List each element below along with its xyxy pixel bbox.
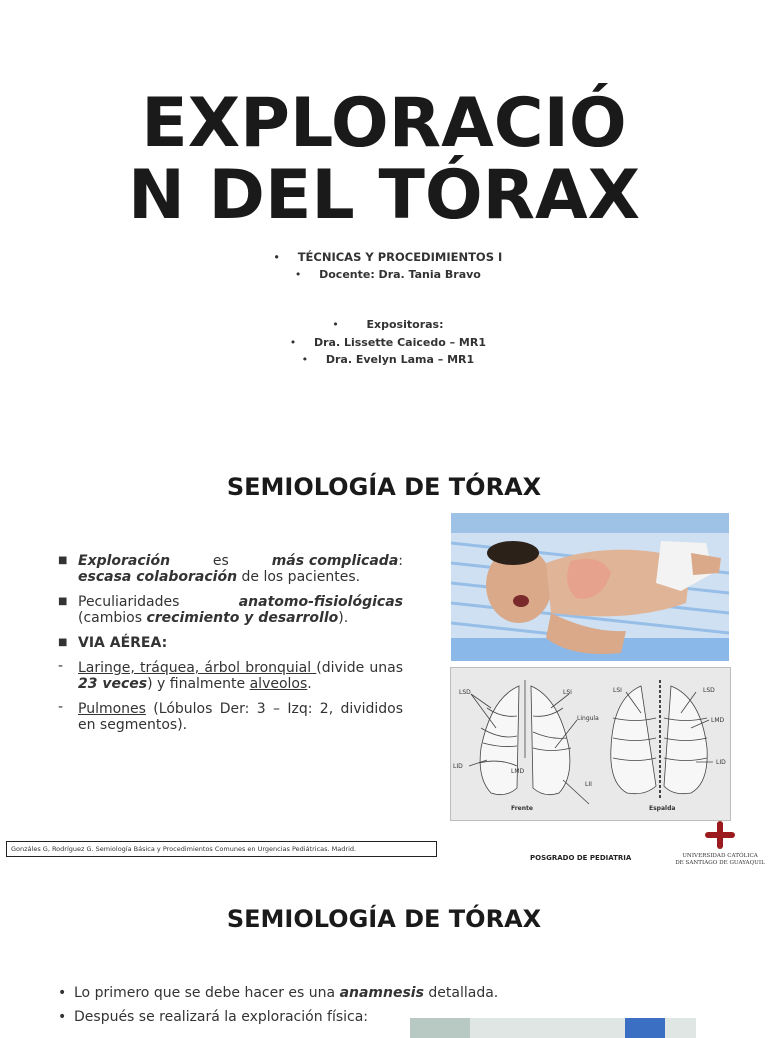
title-slide — [0, 0, 768, 440]
semiology-slide-2 — [0, 870, 768, 1024]
list-item: ■ Peculiaridades anatomo-fisiológicas (cambios crecimiento y desarrollo). — [58, 594, 403, 626]
teacher-name: Docente: Dra. Tania Bravo — [319, 268, 481, 281]
teacher-line: • Docente: Dra. Tania Bravo — [294, 268, 481, 281]
square-bullet-icon: ■ — [58, 637, 68, 648]
list-item: - Laringe, tráquea, árbol bronquial (divide unas 23 veces) y finalmente alveolos. — [58, 658, 403, 692]
presenters-label: Expositoras: — [366, 318, 444, 331]
list-item: • Después se realizará la exploración física: — [58, 1009, 369, 1025]
presenter1-name: Dra. Lissette Caicedo – MR1 — [313, 336, 487, 349]
university-logo — [672, 821, 768, 865]
lobe-label-lid: LID — [453, 763, 463, 770]
square-bullet-icon: ■ — [58, 555, 68, 566]
dash-bullet-icon: - — [58, 699, 64, 715]
lobe-label-lsd: LSD — [459, 689, 471, 696]
list-item: • Lo primero que se debe hacer es una anamnesis detallada. — [58, 985, 499, 1001]
square-bullet-icon: ■ — [58, 596, 68, 607]
program-name: POSGRADO DE PEDIATRIA — [530, 854, 632, 862]
presenter2-line: • Dra. Evelyn Lama – MR1 — [301, 353, 475, 366]
presenter2-name: Dra. Evelyn Lama – MR1 — [325, 353, 475, 366]
slide-title: SEMIOLOGÍA DE TÓRAX — [226, 473, 542, 501]
course-line: • TÉCNICAS Y PROCEDIMIENTOS I — [273, 250, 503, 264]
lobe-label-lingula: Lingula — [577, 715, 599, 722]
infant-photo — [451, 513, 729, 661]
list-item: ■ Exploración es más complicada: escasa colaboración de los pacientes. — [58, 553, 403, 585]
main-title — [0, 84, 768, 235]
exam-photo — [410, 1018, 696, 1038]
main-title-line1: EXPLORACIÓ — [141, 84, 627, 163]
list-item: ■ VIA AÉREA: — [58, 635, 168, 651]
lobe-label-lid-back: LID — [716, 759, 726, 766]
lung-lobes-diagram — [450, 667, 731, 821]
bullet-icon: • — [58, 1009, 67, 1025]
semiology-slide — [0, 445, 768, 865]
presenters-label-line: • Expositoras: — [332, 318, 444, 331]
dash-bullet-icon: - — [58, 658, 64, 674]
lobe-label-lsi: LSI — [563, 689, 572, 696]
slide-title: SEMIOLOGÍA DE TÓRAX — [226, 905, 542, 933]
cross-emblem-icon — [705, 821, 735, 849]
lobe-label-lii: LII — [585, 781, 592, 788]
university-line1: UNIVERSIDAD CATÓLICA — [682, 853, 758, 859]
university-line2: DE SANTIAGO DE GUAYAQUIL — [675, 860, 765, 866]
course-name: TÉCNICAS Y PROCEDIMIENTOS I — [297, 250, 503, 264]
reference-box: Gonzáles G, Rodríguez G. Semiología Básica y Procedimientos Comunes en Urgencias Pediátricas. Madrid. — [6, 841, 437, 857]
main-title-line2: N DEL TÓRAX — [127, 156, 641, 235]
lobe-label-lmd-back: LMD — [711, 717, 725, 724]
bullet-icon: • — [58, 985, 67, 1001]
front-caption: Frente — [511, 805, 533, 812]
semiology-list — [58, 553, 403, 742]
list-item: - Pulmones (Lóbulos Der: 3 – Izq: 2, divididos en segmentos). — [58, 699, 403, 733]
lobe-label-lsi-back: LSI — [613, 687, 622, 694]
presenter1-line: • Dra. Lissette Caicedo – MR1 — [289, 336, 487, 349]
back-caption: Espalda — [649, 805, 676, 812]
lobe-label-lmd: LMD — [511, 768, 525, 775]
lobe-label-lsd-back: LSD — [703, 687, 715, 694]
